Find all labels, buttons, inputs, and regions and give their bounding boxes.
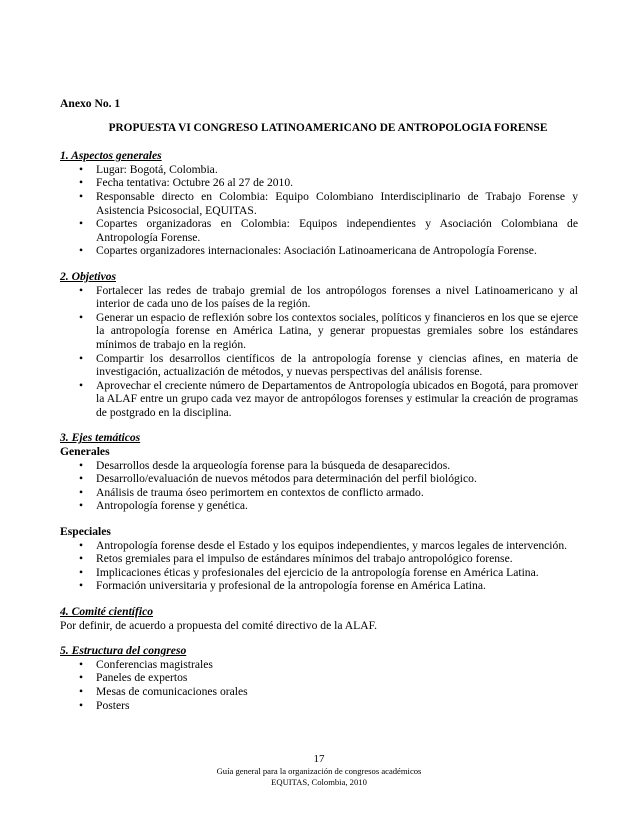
- list-item: [60, 566, 578, 580]
- list-item-text: Compartir los desarrollos científicos de la antropología forense y ciencias afines, en materia de investigación, actualización de métodos, y nuevas perspectivas del análisis forense.: [96, 351, 578, 379]
- section-heading-themes: 3. Ejes temáticos: [60, 431, 141, 445]
- list-item: [60, 685, 578, 699]
- list-item-text: Implicaciones éticas y profesionales del ejercicio de la antropología forense en América Latina.: [96, 565, 539, 579]
- bullet-icon: •: [79, 684, 84, 698]
- footer-line-1: Guía general para la organización de congresos académicos: [216, 766, 422, 776]
- list-item: [60, 311, 578, 352]
- list-item-text: Desarrollos desde la arqueología forense para la búsqueda de desaparecidos.: [96, 458, 451, 472]
- page-content: [60, 97, 578, 712]
- list-item-text: Posters: [96, 698, 130, 712]
- list-item-text: Copartes organizadores internacionales: Asociación Latinoamericana de Antropología Forense.: [96, 244, 537, 258]
- list-item: [60, 190, 578, 217]
- bullet-icon: •: [79, 217, 84, 231]
- section-heading-structure: 5. Estructura del congreso: [60, 644, 187, 658]
- list-item: [60, 658, 578, 672]
- list-item: [60, 176, 578, 190]
- list-item-text: Antropología forense y genética.: [96, 499, 248, 513]
- list-item: [60, 379, 578, 420]
- list-item: [60, 699, 578, 713]
- general-list: [60, 163, 578, 258]
- list-item: [60, 671, 578, 685]
- list-item: [60, 472, 578, 486]
- general-themes-list: [60, 459, 578, 513]
- bullet-icon: •: [79, 698, 84, 712]
- list-item-text: Responsable directo en Colombia: Equipo Colombiano Interdisciplinario de Trabajo Forense y Asistencia Psicosocial, EQUITAS.: [96, 189, 578, 217]
- bullet-icon: •: [79, 579, 84, 593]
- document-title: PROPUESTA VI CONGRESO LATINOAMERICANO DE ANTROPOLOGIA FORENSE: [108, 121, 548, 134]
- bullet-icon: •: [79, 176, 84, 190]
- list-item-text: Conferencias magistrales: [96, 657, 213, 671]
- structure-list: [60, 658, 578, 712]
- list-item-text: Formación universitaria y profesional de la antropología forense en América Latina.: [96, 579, 486, 593]
- bullet-icon: •: [79, 472, 84, 486]
- list-item-text: Mesas de comunicaciones orales: [96, 684, 248, 698]
- bullet-icon: •: [79, 283, 84, 297]
- list-item-text: Desarrollo/evaluación de nuevos métodos para determinación del perfil biológico.: [96, 472, 477, 486]
- bullet-icon: •: [79, 485, 84, 499]
- bullet-icon: •: [79, 458, 84, 472]
- list-item-text: Copartes organizadoras en Colombia: Equipos independientes y Asociación Colombiana de Antropología Forense.: [96, 217, 578, 244]
- bullet-icon: •: [79, 565, 84, 579]
- list-item: [60, 284, 578, 311]
- list-item: [60, 579, 578, 593]
- committee-text: Por definir, de acuerdo a propuesta del comité directivo de la ALAF.: [60, 618, 378, 632]
- section-heading-objectives: 2. Objetivos: [60, 269, 117, 283]
- list-item: [60, 539, 578, 553]
- list-item-text: Generar un espacio de reflexión sobre los contextos sociales, políticos y financieros en los que se ejerce la antropología forense en América Latina, y generar propuestas gremiales sobre los estándares mínimos de trabajo en la región.: [96, 310, 578, 351]
- list-item-text: Paneles de expertos: [96, 671, 188, 685]
- subheading-general-themes: Generales: [60, 445, 110, 459]
- list-item-text: Antropología forense desde el Estado y los equipos independientes, y marcos legales de intervención.: [96, 538, 568, 552]
- section-heading-committee: 4. Comité científico: [60, 605, 154, 618]
- list-item: [60, 552, 578, 566]
- list-item-text: Lugar: Bogotá, Colombia.: [96, 162, 218, 176]
- footer-line-2: EQUITAS, Colombia, 2010: [271, 777, 367, 787]
- bullet-icon: •: [79, 378, 84, 392]
- list-item: [60, 486, 578, 500]
- bullet-icon: •: [79, 310, 84, 324]
- list-item-text: Aprovechar el creciente número de Departamentos de Antropología ubicados en Bogotá, para promover la ALAF entre un grupo cada vez mayor de antropólogos forenses y estimular la creación de programas de postgrado en la disciplina.: [96, 378, 578, 419]
- list-item: [60, 499, 578, 513]
- bullet-icon: •: [79, 671, 84, 685]
- bullet-icon: •: [79, 657, 84, 671]
- list-item: [60, 459, 578, 473]
- bullet-icon: •: [79, 244, 84, 258]
- bullet-icon: •: [79, 189, 84, 203]
- annex-label: Anexo No. 1: [60, 97, 121, 110]
- list-item-text: Fecha tentativa: Octubre 26 al 27 de 2010.: [96, 176, 294, 190]
- list-item: [60, 163, 578, 177]
- bullet-icon: •: [79, 538, 84, 552]
- subheading-special-themes: Especiales: [60, 525, 111, 539]
- list-item: [60, 352, 578, 379]
- section-heading-general: 1. Aspectos generales: [60, 149, 162, 163]
- list-item: [60, 217, 578, 244]
- list-item-text: Fortalecer las redes de trabajo gremial de los antropólogos forenses a nivel Latinoamericano y al interior de cada uno de los países de la región.: [96, 283, 578, 311]
- special-themes-list: [60, 539, 578, 593]
- objectives-list: [60, 284, 578, 420]
- bullet-icon: •: [79, 552, 84, 566]
- page-number: 17: [313, 753, 325, 765]
- bullet-icon: •: [79, 499, 84, 513]
- list-item-text: Análisis de trauma óseo perimortem en contextos de conflicto armado.: [96, 485, 424, 499]
- bullet-icon: •: [79, 162, 84, 176]
- list-item: [60, 244, 578, 258]
- bullet-icon: •: [79, 351, 84, 365]
- list-item-text: Retos gremiales para el impulso de estándares mínimos del trabajo antropológico forense.: [96, 552, 513, 566]
